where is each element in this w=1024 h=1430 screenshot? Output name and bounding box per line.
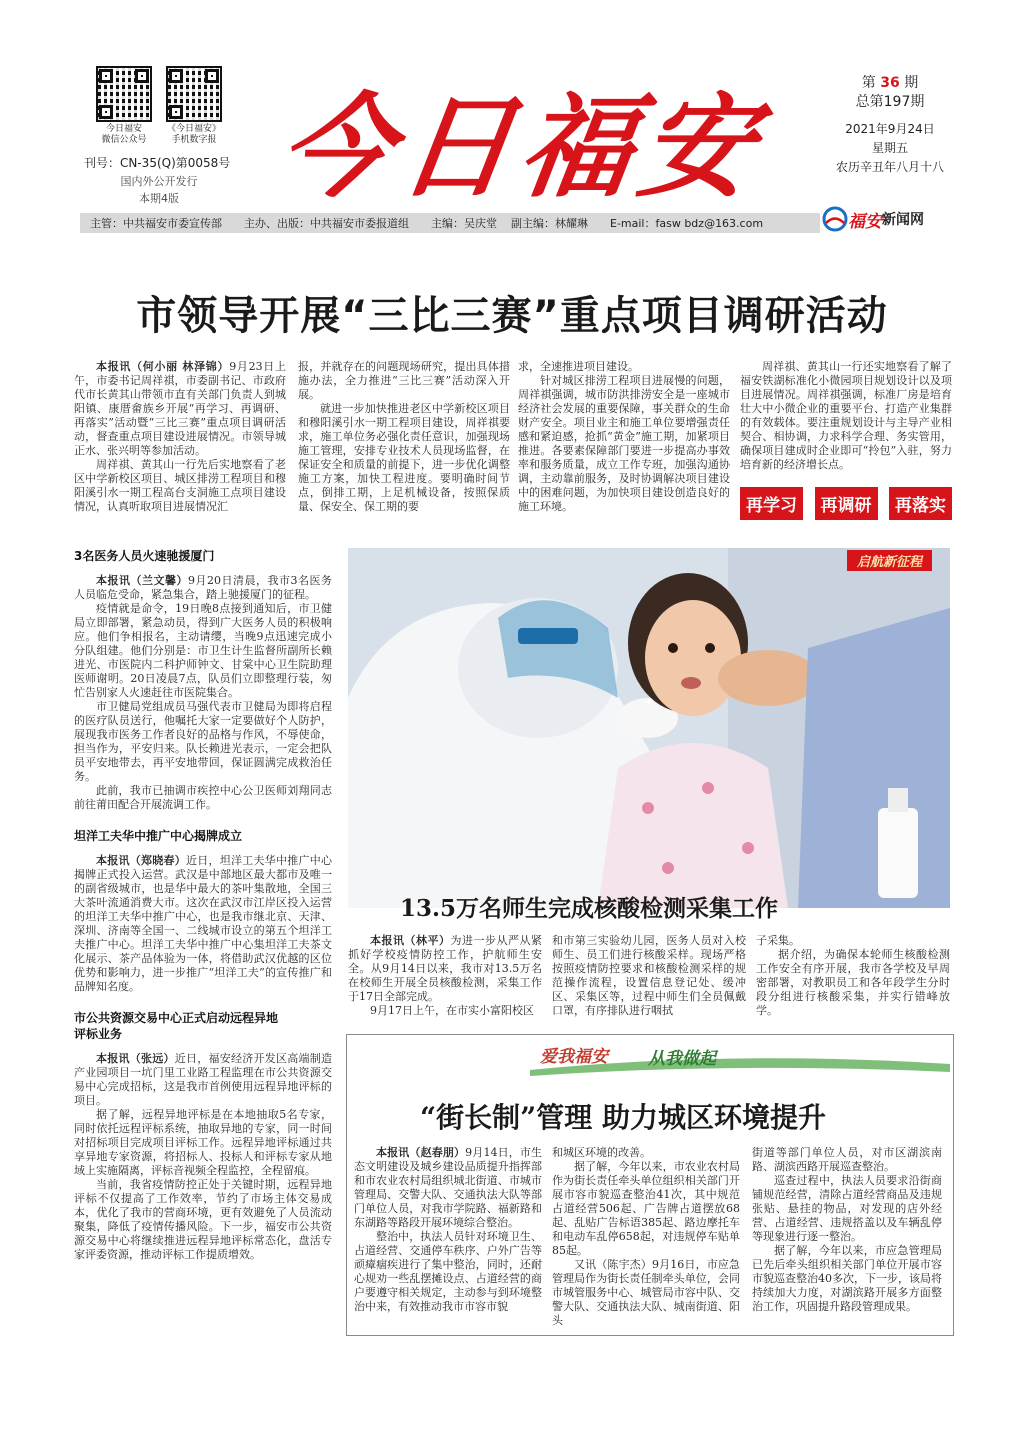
qr-code-digital-paper[interactable] [166, 66, 222, 122]
tag-relearn: 再学习 [740, 487, 803, 520]
news-site-logo[interactable]: 福安 新闻网 [822, 206, 924, 232]
issue-lunar: 农历辛丑年八月十八 [835, 160, 944, 174]
article-bidding-body: 本报讯（张远）近日，福安经济开发区高端制造产业园项目一坑门里工业路工程监理在市公共资源交易中心完成招标，这是我市首例使用远程异地评标的项目。 据了解，远程异地评标是在本地抽取5名专家，同时依托远程评标系统，抽取异地的专家，同一时间对招标项目完成项目评标工作。远程异地评标通过共享异地专家资源，将招标人、投标人和评标专家从地域上实施隔离，评标音视频全程监控，全程留痕。 当前，我省疫情防控正处于关键时期，远程异地评标不仅提高了工作效率，节约了市场主体交易成本，优化了我市的营商环境，更有效避免了人员流动聚集，降低了疫情传播风险。下一步，福安市公共资源交易中心将继续推进远程异地评标常态化，盘活专家评委资源，推动评标工作提质增效。 [74, 1052, 332, 1261]
article-bidding-title: 市公共资源交易中心正式启动远程异地评标业务 [74, 1011, 279, 1041]
lead-headline: 市领导开展“三比三赛”重点项目调研活动 [136, 293, 888, 339]
info-sponsor: 主管：中共福安市委宣传部 [90, 217, 222, 230]
article-tea-title: 坦洋工夫华中推广中心揭牌成立 [74, 829, 243, 843]
page-count: 本期4版 [139, 192, 179, 205]
reg-number: 刊号：CN-35(Q)第0058号 [84, 156, 231, 170]
masthead-title: 今日福安 [271, 82, 770, 213]
photo-story-col-2: 和市第三实验幼儿园，医务人员对入校师生、员工们进行核酸采样。现场严格按照疫情防控要求和核酸检测采样的规范操作流程，设置信息登记处、缓冲区、采集区等，过程中师生们全员佩戴口罩，有序排队进行咽拭 [552, 934, 746, 1017]
info-email: E-mail：fasw bdz@163.com [610, 217, 764, 230]
qr-wechat-caption: 今日福安 微信公众号 [101, 124, 147, 145]
bottom-col-1: 本报讯（赵春朋）9月14日，市生态文明建设及城乡建设品质提升指挥部和市农业农村局组织城北街道、市城市管理局、交警大队、交通执法大队等部门单位人员，对我市学院路、福新路和东湖路等路段开展环境综合整治。 整治中，执法人员针对环境卫生、占道经营、交通停车秩序、户外广告等顽瘴痼疾进行了集中整治，同时，还耐心规劝一些乱摆摊设点、占道经营的商户要遵守相关规定，主动参与到环境整治中来，有效推动我市市容市貌 [354, 1146, 543, 1313]
photo-story-col-3: 子采集。 据介绍，为确保本轮师生核酸检测工作安全有序开展，我市各学校及早周密部署，对教职员工和各年段学生分时段分组进行核酸采集，并实行错峰放学。 [756, 934, 950, 1017]
article-medics-title: 3名医务人员火速驰援厦门 [74, 549, 215, 563]
issue-weekday: 星期五 [871, 141, 908, 155]
qr-digital-caption: 《今日福安》 手机数字报 [166, 124, 221, 145]
bottom-col-2: 和城区环境的改善。 据了解，今年以来，市农业农村局作为街长责任牵头单位组织相关部门开展市容市貌巡查整治41次，其中规范占道经营506起、广告牌占道摆放68起、乱贴广告标语385起、路边摩托车和电动车乱停658起，对违规停车贴单85起。 又讯（陈宇杰）9月16日，市应急管理局作为街长责任制牵头单位，会同市城管服务中心、城管局市容中队、交警大队、交通执法大队、城南街道、阳头 [552, 1146, 740, 1327]
info-editor: 主编：吴庆堂 [431, 217, 497, 230]
distribution: 国内外公开发行 [120, 175, 198, 188]
info-publisher: 主办、出版：中共福安市委报道组 [244, 217, 409, 230]
photo-corner-label: 启航新征程 [847, 550, 932, 571]
qr-code-wechat[interactable] [96, 66, 152, 122]
info-bar [80, 213, 820, 233]
info-deputy: 副主编：林耀琳 [511, 217, 588, 230]
issue-date: 2021年9月24日 [845, 122, 935, 136]
issue-info: 第 36 期 总第197期 2021年9月24日 星期五 农历辛丑年八月十八 [820, 74, 960, 177]
lead-column-3: 求，全速推进项目建设。 针对城区排涝工程项目进展慢的问题，周祥祺强调，城市防洪排涝安全是一座城市经济社会发展的重要保障，事关群众的生命财产安全。项目业主和施工单位要增强责任感和紧迫感，抢抓“黄金”施工期，加紧项目推进。各要素保障部门要进一步提高办事效率和服务质量，成立工作专班，加强沟通协调，主动靠前服务，及时协调解决项目建设中的困难问题，为加快项目建设创造良好的施工环境。 [518, 360, 730, 513]
swab-test-illustration [348, 548, 950, 908]
photo-story-col-1: 本报讯（林平）为进一步从严从紧抓好学校疫情防控工作，护航师生安全。从9月14日以来，我市对13.5万名在校师生开展全员核酸检测，采集工作于17日全部完成。 9月17日上午，在市实小富阳校区 [348, 934, 542, 1017]
slogan-banner: 爱我福安 从我做起 [530, 1040, 950, 1076]
globe-icon [822, 206, 848, 232]
bottom-col-3: 街道等部门单位人员，对市区湖滨南路、湖滨西路开展巡查整治。 巡查过程中，执法人员要求沿街商铺规范经营，清除占道经营商品及违规张贴、悬挂的物品，对发现的店外经营、占道经营、违规搭盖以及车辆乱停等现象进行逐一整治。 据了解，今年以来，市应急管理局已先后牵头组织相关部门单位开展市容市貌巡查整治40多次，下一步，该局将持续加大力度，对湖滨路开展多方面整治工作，巩固提升路段管理成果。 [752, 1146, 942, 1313]
news-photo-swab-test [348, 548, 950, 908]
bottom-headline: “街长制”管理 助力城区环境提升 [420, 1101, 826, 1134]
lead-tags [740, 487, 952, 520]
lead-column-2: 报，并就存在的问题现场研究，提出具体措施办法，全力推进“三比三赛”活动深入开展。 就进一步加快推进老区中学新校区项目和穆阳溪引水一期工程项目建设，周祥祺要求，施工单位务必强化责任意识，加强现场施工管理，安排专业技术人员现场监督，在保证安全和质量的前提下，进一步优化调整施工方案，加快工程进度。要明确时间节点，倒排工期，上足机械设备，按照保质量、保安全、保工期的要 [298, 360, 510, 513]
article-tea-body: 本报讯（郑晓春）近日，坦洋工夫华中推广中心揭牌正式投入运营。武汉是中部地区最大都市及唯一的副省级城市，也是华中最大的茶叶集散地，全国三大茶叶流通消费大市。这次在武汉市江岸区投入运营的坦洋工夫华中推广中心，也是我市继北京、天津、深圳、济南等全国一、二线城市设立的第五个坦洋工夫推广中心。坦洋工夫华中推广中心集坦洋工夫茶文化展示、茶产品体验为一体，将借助武汉优越的区位优势和影响力，进一步推广“坦洋工夫”的宣传推广和品牌知名度。 [74, 854, 332, 993]
lead-column-4: 周祥祺、黄其山一行还实地察看了解了福安铁湖标准化小微园项目规划设计以及项目进展情况。周祥祺强调，标准厂房是培育壮大中小微企业的重要平台、打造产业集群的有效载体。要注重规划设计与主导产业相契合、相协调，力求科学合理、务实管用，确保项目建成时企业即可“拎包”入驻，努力培育新的经济增长点。 [740, 360, 952, 471]
total-issue: 总第197期 [855, 94, 925, 110]
left-column [74, 548, 332, 1262]
tag-reresearch: 再调研 [815, 487, 878, 520]
article-medics-body: 本报讯（兰文馨）9月20日清晨，我市3名医务人员临危受命，紧急集合，踏上驰援厦门的征程。 疫情就是命令，19日晚8点接到通知后，市卫健局立即部署，紧急动员，得到广大医务人员的积极响应。他们争相报名，主动请缨，当晚9点迅速完成小分队组建。他们分别是：市卫生计生监督所副所长赖进光、市医院内二科护师钟文、甘棠中心卫生院助理医师谢明。20日凌晨7点，队员们立即整理行装，匆忙告别家人火速赶往市医院集合。 市卫健局党组成员马强代表市卫健局为即将启程的医疗队员送行，他嘱托大家一定要做好个人防护，展现我市医务工作者良好的品格与作风，不辱使命，担当作为，平安归来。队长赖进光表示，一定会把队员平安地带去，再平安地带回，保证圆满完成救治任务。 此前，我市已抽调市疾控中心公卫医师刘翔同志前往莆田配合开展流调工作。 [74, 574, 332, 811]
photo-caption: 13.5万名师生完成核酸检测采集工作 [400, 895, 779, 922]
tag-reimplement: 再落实 [889, 487, 952, 520]
lead-column-1: 本报讯（何小丽 林泽锦）9月23日上午，市委书记周祥祺，市委副书记、市政府代市长黄其山带领市直有关部门负责人到城阳镇、康厝畲族乡开展“再学习、再调研、再落实”活动暨“三比三赛”重点项目调研活动，督查重点项目建设进展情况。市领导城正水、张兴明等参加活动。 周祥祺、黄其山一行先后实地察看了老区中学新校区项目、城区排涝工程项目和穆阳溪引水一期工程高台支洞施工点项目建设情况，认真听取项目进展情况汇 [74, 360, 286, 513]
